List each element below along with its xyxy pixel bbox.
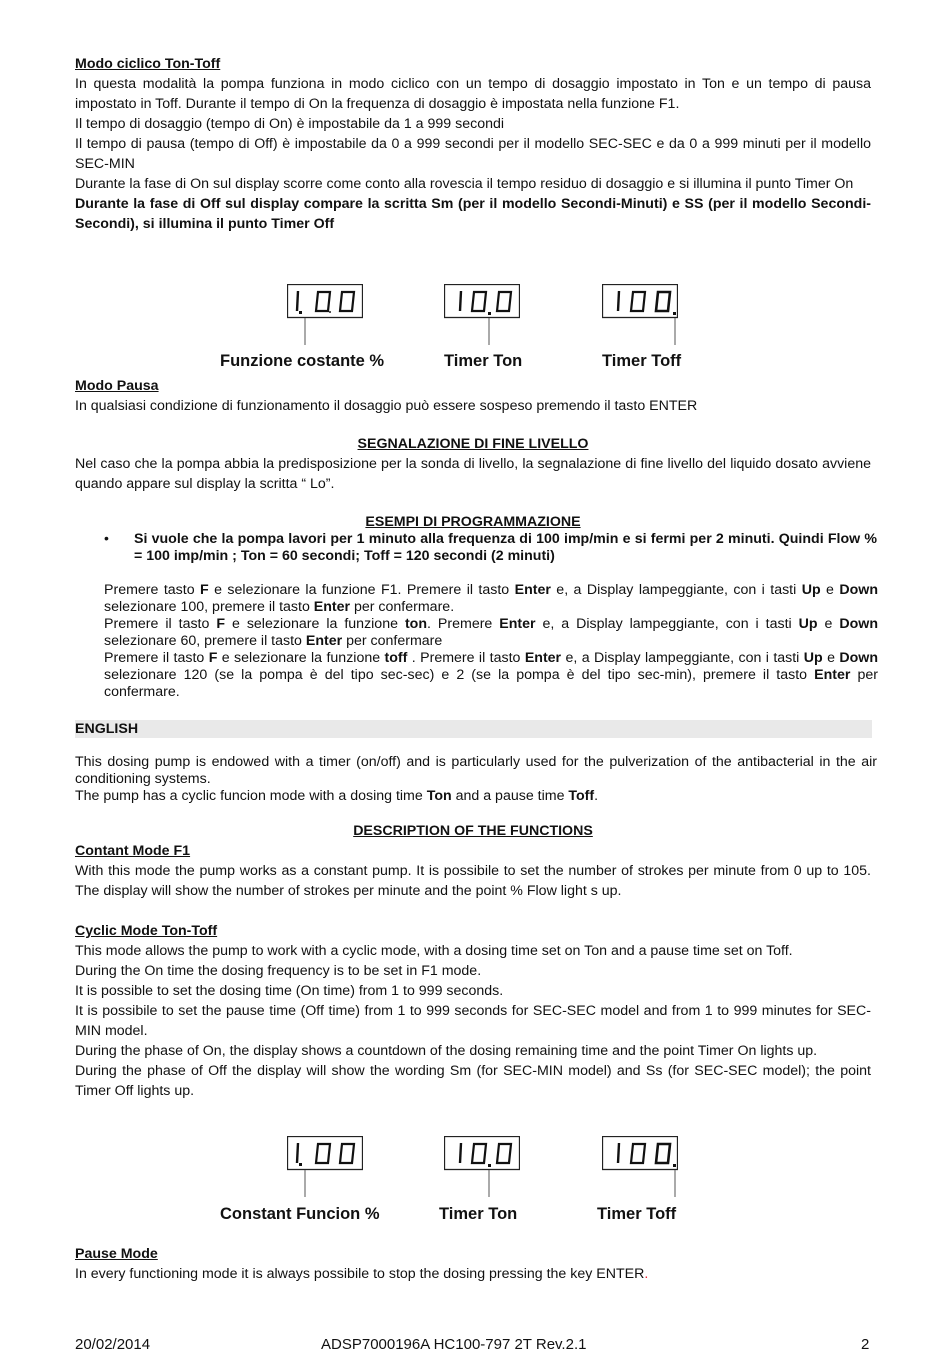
footer-page-number: 2 bbox=[861, 1336, 870, 1353]
english-section-label: ENGLISH bbox=[75, 721, 139, 737]
it-level-title: SEGNALAZIONE DI FINE LIVELLO bbox=[357, 436, 589, 452]
caption-timer-off: Timer Toff bbox=[602, 352, 682, 370]
en-pause-text: In every functioning mode it is always possibile to stop the dosing pressing the key ENTER. bbox=[75, 1266, 649, 1282]
en-f1-title: Contant Mode F1 bbox=[75, 843, 191, 859]
it-cyclic-section bbox=[75, 54, 871, 234]
bullet-icon: • bbox=[104, 530, 109, 546]
seven-segment-display bbox=[602, 1136, 678, 1198]
it-level-section bbox=[75, 434, 871, 494]
footer-document-code: ADSP7000196A HC100-797 2T Rev.2.1 bbox=[321, 1336, 587, 1353]
caption-timer-on: Timer Ton bbox=[439, 1205, 518, 1223]
it-examples-title: ESEMPI DI PROGRAMMAZIONE bbox=[365, 514, 581, 530]
it-step-3: Premere il tasto F e selezionare la funzione toff . Premere il tasto Enter e, a Display lampeggiante, con i tasti Up e Down selezionare 120 (se la pompa è del tipo sec-sec) e 2 (se la pompa è del tipo sec-min), premere il tasto Enter per confermare. bbox=[104, 650, 878, 700]
en-pause-title: Pause Mode bbox=[75, 1246, 158, 1262]
footer-date: 20/02/2014 bbox=[75, 1336, 151, 1353]
en-desc-title-wrap bbox=[75, 821, 871, 841]
it-pause-section bbox=[75, 376, 871, 416]
display-flow bbox=[287, 1136, 363, 1202]
it-step-2: Premere il tasto F e selezionare la funzione ton. Premere Enter e, a Display lampeggiante, con i tasti Up e Down selezionare 60, premere il tasto Enter per confermare bbox=[104, 616, 878, 649]
seven-segment-display bbox=[287, 284, 363, 346]
it-steps bbox=[104, 582, 878, 701]
en-cyclic-title: Cyclic Mode Ton-Toff bbox=[75, 923, 218, 939]
seven-segment-display bbox=[444, 284, 520, 346]
en-cyclic-line: This mode allows the pump to work with a cyclic mode, with a dosing time set on Ton and a pause time set on Toff. bbox=[75, 943, 793, 959]
en-cyclic-line: During the phase of Off the display will show the wording Sm (for SEC-MIN model) and Ss (for SEC-SEC model); the point Timer Off lights up. bbox=[75, 1063, 871, 1099]
display-timer-on bbox=[444, 284, 520, 350]
it-bullet-text: Si vuole che la pompa lavori per 1 minuto alla frequenza di 100 imp/min e si fermi per 2 minuti. Quindi Flow % = 100 imp/min ; Ton = 60 secondi; Toff = 120 secondi (2 minuti) bbox=[134, 531, 877, 564]
en-intro-1: This dosing pump is endowed with a timer (on/off) and is particularly used for the pulverization of the antibacterial in the air conditioning systems. bbox=[75, 754, 877, 787]
caption-flow: Funzione costante % bbox=[220, 352, 385, 370]
en-pause-section bbox=[75, 1244, 871, 1284]
it-cyclic-bold: Durante la fase di Off sul display compare la scritta Sm (per il modello Secondi-Minuti) e SS (per il modello Secondi-Secondi), si illumina il punto Timer Off bbox=[75, 196, 871, 232]
display-timer-off bbox=[602, 1136, 678, 1202]
seven-segment-display bbox=[444, 1136, 520, 1198]
seven-segment-display bbox=[287, 1136, 363, 1198]
display-timer-off bbox=[602, 284, 678, 350]
en-intro-2: The pump has a cyclic funcion mode with a dosing time Ton and a pause time Toff. bbox=[75, 788, 599, 804]
it-examples-title-wrap bbox=[75, 512, 871, 532]
caption-timer-off: Timer Toff bbox=[597, 1205, 677, 1223]
it-cyclic-line: Il tempo di pausa (tempo di Off) è impostabile da 0 a 999 secondi per il modello SEC-SEC e da 0 a 999 minuti per il modello SEC-MIN bbox=[75, 136, 871, 172]
en-cyclic-line: It is possible to set the dosing time (On time) from 1 to 999 seconds. bbox=[75, 983, 504, 999]
it-pause-title: Modo Pausa bbox=[75, 378, 159, 394]
en-f1-section bbox=[75, 841, 871, 901]
en-cyclic-section bbox=[75, 921, 871, 1101]
it-step-1: Premere tasto F e selezionare la funzione F1. Premere il tasto Enter e, a Display lampeggiante, con i tasti Up e Down selezionare 100, premere il tasto Enter per confermare. bbox=[104, 582, 878, 615]
it-cyclic-title: Modo ciclico Ton-Toff bbox=[75, 56, 221, 72]
en-cyclic-line: It is possibile to set the pause time (Off time) from 1 to 999 seconds for SEC-SEC model and from 1 to 999 minutes for SEC-MIN model. bbox=[75, 1003, 871, 1039]
display-flow bbox=[287, 284, 363, 350]
it-cyclic-line: Durante la fase di On sul display scorre come conto alla rovescia il tempo residuo di dosaggio e si illumina il punto Timer On bbox=[75, 176, 854, 192]
en-cyclic-line: During the On time the dosing frequency is to be set in F1 mode. bbox=[75, 963, 482, 979]
en-f1-text: With this mode the pump works as a constant pump. It is possibile to set the number of strokes per minute from 0 up to 105. The display will show the number of strokes per minute and the point % Flow light s up. bbox=[75, 863, 871, 899]
it-cyclic-line: Il tempo di dosaggio (tempo di On) è impostabile da 1 a 999 secondi bbox=[75, 116, 505, 132]
caption-timer-on: Timer Ton bbox=[444, 352, 523, 370]
en-cyclic-line: During the phase of On, the display shows a countdown of the dosing remaining time and the point Timer On lights up. bbox=[75, 1043, 818, 1059]
en-desc-title: DESCRIPTION OF THE FUNCTIONS bbox=[353, 823, 593, 839]
it-level-text: Nel caso che la pompa abbia la predisposizione per la sonda di livello, la segnalazione di fine livello del liquido dosato avviene quando appare sul display la scritta “ Lo”. bbox=[75, 456, 871, 492]
english-section-band bbox=[75, 720, 872, 738]
caption-flow: Constant Funcion % bbox=[220, 1205, 380, 1223]
seven-segment-display bbox=[602, 284, 678, 346]
it-pause-text: In qualsiasi condizione di funzionamento il dosaggio può essere sospeso premendo il tasto ENTER bbox=[75, 398, 698, 414]
it-cyclic-line: In questa modalità la pompa funziona in modo ciclico con un tempo di dosaggio impostato in Ton e un tempo di pausa impostato in Toff. Durante il tempo di On la frequenza di dosaggio è impostata nella funzione F1. bbox=[75, 76, 871, 112]
en-intro bbox=[75, 754, 877, 805]
display-timer-on bbox=[444, 1136, 520, 1202]
